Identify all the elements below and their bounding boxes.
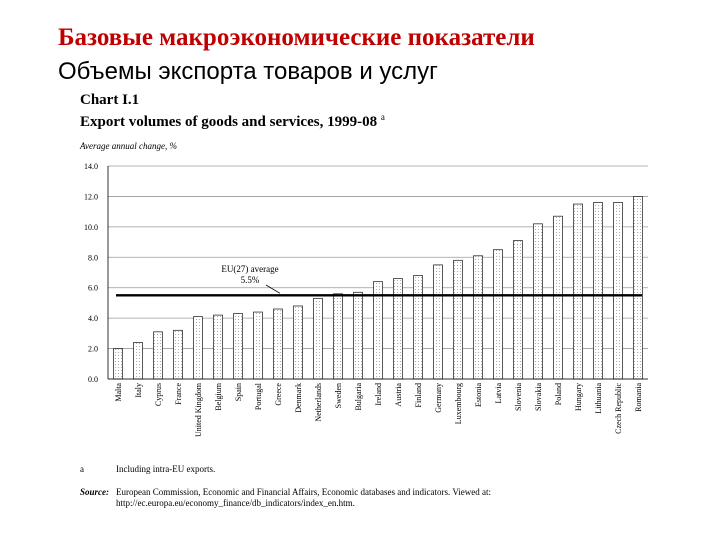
bar bbox=[354, 292, 363, 379]
y-tick-label: 2.0 bbox=[88, 344, 98, 354]
bar bbox=[514, 241, 523, 379]
axes bbox=[84, 162, 648, 437]
bar bbox=[614, 203, 623, 379]
x-tick-label: Hungary bbox=[574, 383, 583, 411]
x-tick-label: United Kingdom bbox=[194, 383, 203, 437]
x-tick-label: Luxembourg bbox=[454, 383, 463, 425]
bar bbox=[314, 298, 323, 379]
x-tick-label: Sweden bbox=[334, 383, 343, 409]
footnote-a-text: Including intra-EU exports. bbox=[116, 464, 216, 474]
y-tick-label: 12.0 bbox=[84, 192, 98, 202]
y-tick-label: 0.0 bbox=[88, 375, 98, 384]
bar bbox=[414, 276, 423, 379]
bar bbox=[274, 309, 283, 379]
bar bbox=[154, 332, 163, 379]
x-tick-label: Spain bbox=[234, 383, 243, 402]
average-pointer bbox=[266, 285, 280, 293]
source-url: http://ec.europa.eu/economy_finance/db_indicators/index_en.htm. bbox=[116, 498, 355, 508]
x-tick-label: Poland bbox=[554, 383, 563, 406]
bar bbox=[394, 279, 403, 379]
y-tick-label: 8.0 bbox=[88, 253, 98, 263]
x-tick-label: Ireland bbox=[374, 383, 383, 406]
x-tick-label: Malta bbox=[114, 383, 123, 402]
bar bbox=[134, 342, 143, 379]
footnote-a bbox=[80, 464, 215, 474]
average-value-label: 5.5% bbox=[240, 275, 260, 285]
x-tick-label: Latvia bbox=[494, 383, 503, 404]
bar bbox=[294, 306, 303, 379]
x-tick-label: Netherlands bbox=[314, 383, 323, 422]
x-tick-label: Germany bbox=[434, 383, 443, 413]
chart-caption: Chart I.1 bbox=[80, 92, 140, 108]
slide-subtitle: Объемы экспорта товаров и услуг bbox=[58, 58, 438, 85]
x-tick-label: Denmark bbox=[294, 383, 303, 413]
bar bbox=[474, 256, 483, 379]
bar bbox=[454, 260, 463, 379]
bar bbox=[634, 196, 643, 379]
bar bbox=[194, 317, 203, 379]
bar bbox=[254, 312, 263, 379]
x-tick-label: Italy bbox=[134, 383, 143, 398]
bar bbox=[494, 250, 503, 379]
x-tick-label: Bulgaria bbox=[354, 383, 363, 411]
bar bbox=[574, 204, 583, 379]
y-tick-label: 10.0 bbox=[84, 222, 98, 232]
x-tick-label: Greece bbox=[274, 383, 283, 406]
chart-title-text: Export volumes of goods and services, 1999-08 bbox=[80, 114, 378, 130]
x-tick-label: Belgium bbox=[214, 383, 223, 411]
x-tick-label: Portugal bbox=[254, 383, 263, 411]
bar bbox=[114, 349, 123, 379]
bar bbox=[214, 315, 223, 379]
x-tick-label: Slovakia bbox=[534, 383, 543, 411]
y-tick-label: 6.0 bbox=[88, 283, 98, 293]
source-note bbox=[80, 487, 491, 497]
y-tick-label: 14.0 bbox=[84, 162, 98, 171]
slide-title: Базовые макроэкономические показатели bbox=[58, 24, 535, 51]
bar bbox=[554, 216, 563, 379]
x-tick-label: Cyprus bbox=[154, 383, 163, 407]
source-key: Source: bbox=[80, 487, 109, 497]
x-tick-label: Austria bbox=[394, 383, 403, 407]
source-line-1: European Commission, Economic and Financial Affairs, Economic databases and indicators. Viewed at: bbox=[116, 487, 492, 497]
bar bbox=[174, 330, 183, 379]
x-tick-label: Finland bbox=[414, 383, 423, 408]
bar bbox=[534, 224, 543, 379]
x-tick-label: Slovenia bbox=[514, 383, 523, 411]
bar bbox=[234, 314, 243, 379]
x-tick-label: France bbox=[174, 383, 183, 405]
y-axis-label: Average annual change, % bbox=[80, 141, 177, 151]
y-tick-label: 4.0 bbox=[88, 314, 98, 324]
x-tick-label: Estonia bbox=[474, 383, 483, 407]
bar bbox=[434, 265, 443, 379]
chart-title-footnote-mark: a bbox=[380, 112, 385, 122]
x-tick-label: Lithuania bbox=[594, 383, 603, 414]
bar bbox=[594, 203, 603, 379]
x-tick-label: Czech Republic bbox=[614, 383, 623, 434]
average-label: EU(27) average bbox=[221, 264, 279, 274]
x-tick-label: Romania bbox=[634, 383, 643, 412]
bar bbox=[334, 294, 343, 379]
footnote-a-key: a bbox=[80, 464, 84, 474]
